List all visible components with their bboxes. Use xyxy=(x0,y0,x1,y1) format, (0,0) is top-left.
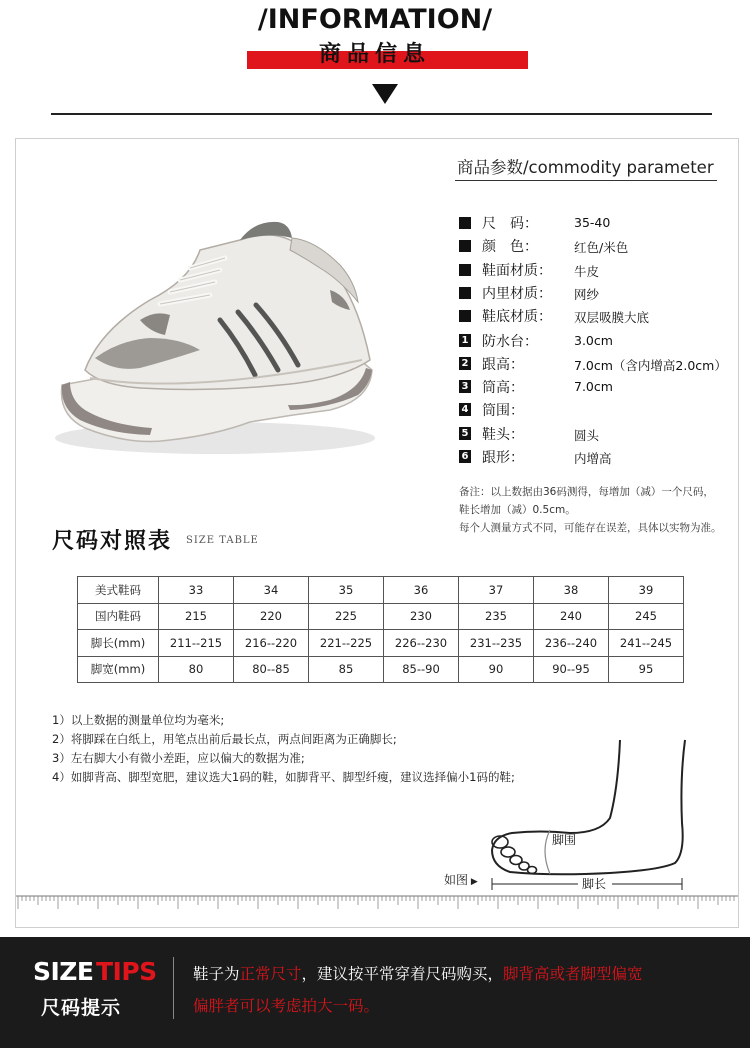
ruler-scale xyxy=(16,895,738,909)
table-cell: 220 xyxy=(234,603,309,630)
foot-diagram xyxy=(470,738,710,898)
section-title: /INFORMATION/ xyxy=(257,4,493,35)
table-cell: 85--90 xyxy=(384,656,459,683)
banner-divider xyxy=(173,957,174,1019)
note-line: 备注：以上数据由36码测得，每增加（减）一个尺码， xyxy=(459,486,714,498)
as-shown-text: 如图 xyxy=(444,873,469,887)
table-cell: 215 xyxy=(159,603,234,630)
table-cell: 225 xyxy=(309,603,384,630)
spec-value: 7.0cm（含内增高2.0cm） xyxy=(574,358,727,373)
table-cell: 37 xyxy=(459,577,534,604)
table-cell: 230 xyxy=(384,603,459,630)
spec-label: 跟高： xyxy=(482,357,524,373)
table-cell: 221--225 xyxy=(309,630,384,657)
spec-label: 跟形： xyxy=(482,450,524,466)
note-line: 鞋长增加（减）0.5cm。 xyxy=(459,504,576,516)
table-cell: 235 xyxy=(459,603,534,630)
number-badge-icon: 3 xyxy=(459,380,471,393)
table-cell: 226--230 xyxy=(384,630,459,657)
square-bullet-icon xyxy=(459,310,471,322)
spec-value: 内增高 xyxy=(574,451,612,466)
banner-size-word: SIZE xyxy=(33,957,94,986)
banner-tips-cn: 尺码提示 xyxy=(41,997,122,1019)
as-shown-label xyxy=(444,871,478,888)
tip-line: 1）以上数据的测量单位均为毫米; xyxy=(52,713,225,727)
foot-length-label: 脚长 xyxy=(582,877,607,891)
foot-girth-label: 脚围 xyxy=(552,833,577,847)
banner-text: ，建议按平常穿着尺码购买， xyxy=(301,965,504,983)
table-cell: 236--240 xyxy=(534,630,609,657)
banner-line-2: 偏胖者可以考虑拍大一码。 xyxy=(193,997,380,1015)
row-header: 脚长(mm) xyxy=(78,630,159,657)
banner-text: 鞋子为 xyxy=(193,965,240,983)
table-cell: 35 xyxy=(309,577,384,604)
table-cell: 80--85 xyxy=(234,656,309,683)
spec-value: 牛皮 xyxy=(574,264,600,279)
params-title: 商品参数/commodity parameter xyxy=(457,158,714,177)
table-cell: 85 xyxy=(309,656,384,683)
banner-line-1 xyxy=(193,962,643,984)
tip-line: 4）如脚背高、脚型宽肥，建议选大1码的鞋，如脚背平、脚型纤瘦，建议选择偏小1码的鞋; xyxy=(52,770,515,784)
square-bullet-icon xyxy=(459,240,471,252)
table-cell: 90--95 xyxy=(534,656,609,683)
tip-line: 2）将脚踩在白纸上，用笔点出前后最长点，两点间距离为正确脚长; xyxy=(52,732,397,746)
sneaker-image xyxy=(40,210,380,465)
size-table xyxy=(77,576,684,683)
spec-value: 红色/米色 xyxy=(574,240,629,255)
play-arrow-icon: ▶ xyxy=(468,877,478,887)
params-divider xyxy=(455,180,717,181)
number-badge-icon: 6 xyxy=(459,450,471,463)
spec-value: 双层吸膜大底 xyxy=(574,310,650,325)
table-cell: 34 xyxy=(234,577,309,604)
table-cell: 241--245 xyxy=(609,630,684,657)
row-header: 国内鞋码 xyxy=(78,603,159,630)
table-cell: 240 xyxy=(534,603,609,630)
table-row xyxy=(78,577,684,604)
table-cell: 33 xyxy=(159,577,234,604)
table-row xyxy=(78,630,684,657)
number-badge-icon: 5 xyxy=(459,427,471,440)
table-cell: 80 xyxy=(159,656,234,683)
spec-label: 筒高： xyxy=(482,380,524,396)
square-bullet-icon xyxy=(459,287,471,299)
spec-label: 内里材质： xyxy=(482,286,552,302)
spec-label: 防水台： xyxy=(482,334,538,350)
banner-highlight: 脚背高或者脚型偏宽 xyxy=(503,965,643,983)
table-cell: 245 xyxy=(609,603,684,630)
spec-value: 网纱 xyxy=(574,287,600,302)
spec-label: 筒围： xyxy=(482,403,524,419)
spec-label: 颜 色： xyxy=(482,239,538,255)
spec-label: 尺 码： xyxy=(482,216,538,232)
down-arrow-icon xyxy=(372,84,398,104)
spec-value: 7.0cm xyxy=(574,379,613,394)
section-subtitle: 商品信息 xyxy=(318,42,431,67)
note-line: 每个人测量方式不同，可能存在误差，具体以实物为准。 xyxy=(459,522,722,534)
number-badge-icon: 1 xyxy=(459,334,471,347)
size-table-title-en: SIZE TABLE xyxy=(186,535,259,546)
table-cell: 38 xyxy=(534,577,609,604)
spec-value: 圆头 xyxy=(574,428,600,443)
number-badge-icon: 4 xyxy=(459,403,471,416)
square-bullet-icon xyxy=(459,264,471,276)
spec-label: 鞋头： xyxy=(482,427,524,443)
table-cell: 211--215 xyxy=(159,630,234,657)
size-table-title: 尺码对照表 xyxy=(52,528,173,554)
table-cell: 216--220 xyxy=(234,630,309,657)
spec-label: 鞋面材质： xyxy=(482,263,552,279)
tip-line: 3）左右脚大小有微小差距，应以偏大的数据为准; xyxy=(52,751,305,765)
table-row xyxy=(78,603,684,630)
table-cell: 36 xyxy=(384,577,459,604)
table-row xyxy=(78,656,684,683)
table-cell: 90 xyxy=(459,656,534,683)
number-badge-icon: 2 xyxy=(459,357,471,370)
table-cell: 231--235 xyxy=(459,630,534,657)
row-header: 脚宽(mm) xyxy=(78,656,159,683)
header-divider xyxy=(51,113,712,115)
table-cell: 95 xyxy=(609,656,684,683)
square-bullet-icon xyxy=(459,217,471,229)
row-header: 美式鞋码 xyxy=(78,577,159,604)
spec-value: 3.0cm xyxy=(574,333,613,348)
banner-tips-word: TIPS xyxy=(96,957,157,986)
banner-highlight: 正常尺寸 xyxy=(239,965,302,983)
spec-label: 鞋底材质： xyxy=(482,309,552,325)
spec-value: 35-40 xyxy=(574,215,611,230)
table-cell: 39 xyxy=(609,577,684,604)
